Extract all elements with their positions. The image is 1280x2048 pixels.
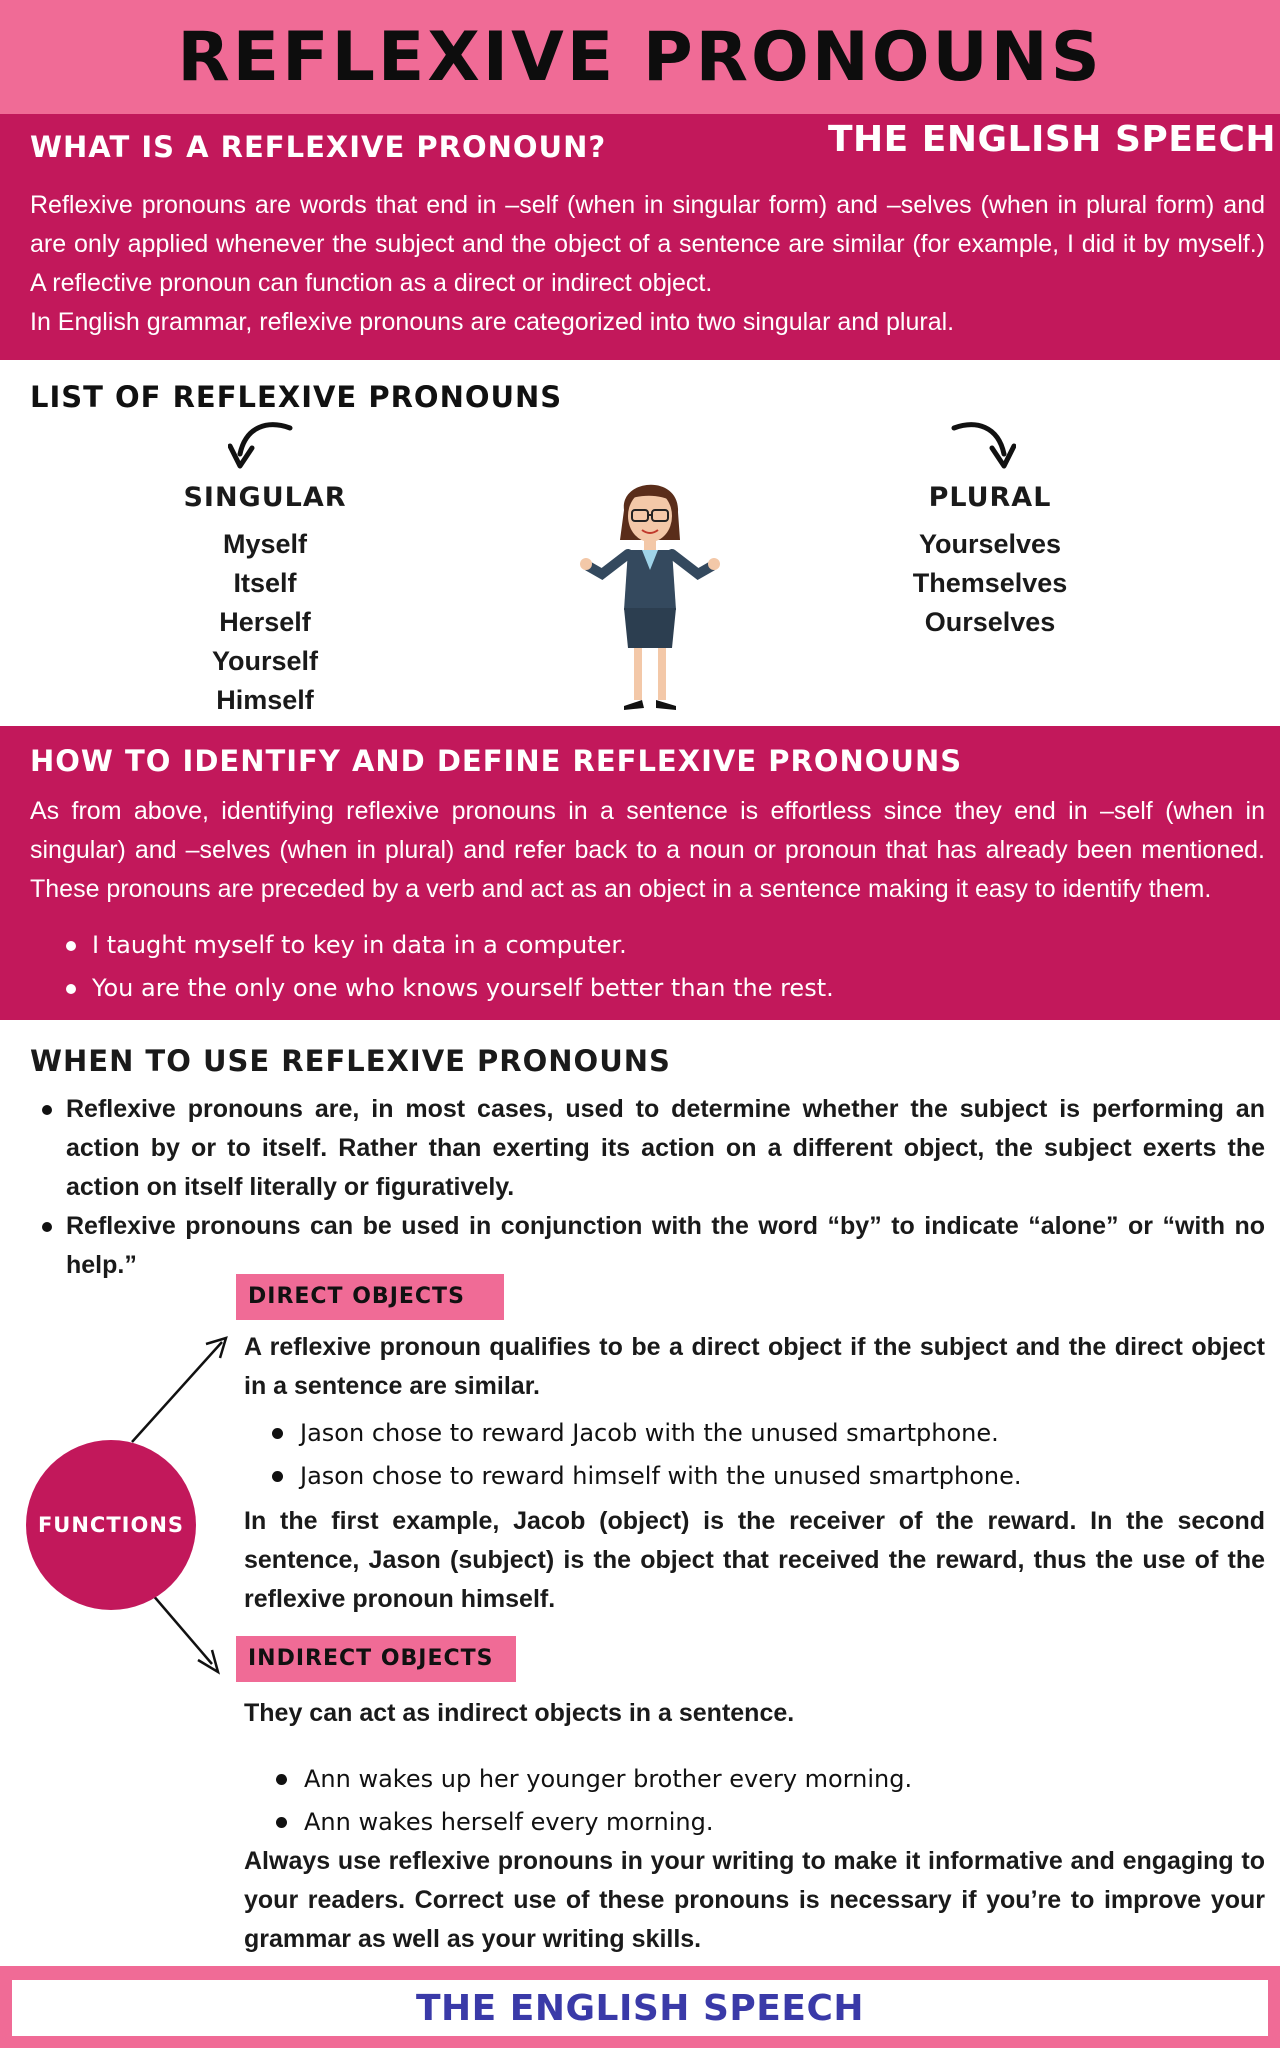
plural-title: PLURAL <box>928 482 1052 513</box>
singular-title: SINGULAR <box>183 482 347 513</box>
list-item: Ourselves <box>924 607 1056 637</box>
functions-circle: FUNCTIONS <box>26 1440 196 1610</box>
direct-objects-explanation: In the first example, Jacob (object) is the receiver of the reward. In the second sentence, Jason (subject) is the object that received the reward, thus the use of the reflexive pronoun himself. <box>244 1507 1265 1613</box>
identify-examples <box>66 924 834 1010</box>
what-is-para-2: In English grammar, reflexive pronouns are categorized into two singular and plural. <box>30 308 955 336</box>
direct-objects-tag: DIRECT OBJECTS <box>236 1274 504 1320</box>
what-is-text <box>30 186 1265 342</box>
list-item: Yourself <box>211 646 319 676</box>
list-heading: LIST OF REFLEXIVE PRONOUNS <box>30 380 563 414</box>
direct-objects-text: A reflexive pronoun qualifies to be a direct object if the subject and the direct object in a sentence are similar. <box>244 1333 1265 1400</box>
what-is-para-1: Reflexive pronouns are words that end in –self (when in singular form) and –selves (when in plural form) and are only applied whenever the subject and the object of a sentence are similar (for example, I did it by myself.) A reflective pronoun can function as a direct or indirect object. <box>30 191 1265 297</box>
indirect-examples <box>274 1758 912 1844</box>
identify-section <box>0 726 1280 1020</box>
list-item: Themselves <box>912 568 1068 598</box>
what-is-section <box>0 114 1280 360</box>
list-item: Reflexive pronouns are, in most cases, used to determine whether the subject is performing an action by or to itself. Rather than exerting its action on a different object, the subject exerts the action on itself literally or figuratively. <box>40 1090 1265 1207</box>
list-item: Yourselves <box>918 529 1062 559</box>
list-item: Ann wakes herself every morning. <box>274 1801 912 1844</box>
footer-box <box>12 1980 1268 2036</box>
list-item: Ann wakes up her younger brother every morning. <box>274 1758 912 1801</box>
indirect-objects-text: They can act as indirect objects in a sentence. <box>244 1699 795 1727</box>
indirect-objects-tag: INDIRECT OBJECTS <box>236 1636 516 1682</box>
list-item: Jason chose to reward himself with the unused smartphone. <box>270 1455 1021 1498</box>
singular-column <box>170 482 360 720</box>
list-item: You are the only one who knows yourself better than the rest. <box>66 967 834 1010</box>
list-item: Reflexive pronouns can be used in conjunction with the word “by” to indicate “alone” or “with no help.” <box>40 1207 1265 1285</box>
footer-brand: THE ENGLISH SPEECH <box>415 1987 865 2029</box>
when-heading: WHEN TO USE REFLEXIVE PRONOUNS <box>30 1044 671 1078</box>
identify-text: As from above, identifying reflexive pronouns in a sentence is effortless since they end in –self (when in singular) and –selves (when in plural) and refer back to a noun or pronoun that has already been mentioned. These pronouns are preceded by a verb and act as an object in a sentence making it easy to identify them. <box>30 797 1265 903</box>
list-item: Jason chose to reward Jacob with the unused smartphone. <box>270 1412 1021 1455</box>
plural-column <box>890 482 1090 642</box>
list-item: Herself <box>219 607 311 637</box>
brand-label: THE ENGLISH SPEECH <box>827 119 1276 160</box>
what-is-heading: WHAT IS A REFLEXIVE PRONOUN? <box>30 130 607 164</box>
identify-heading: HOW TO IDENTIFY AND DEFINE REFLEXIVE PRONOUNS <box>30 744 963 778</box>
footer-banner <box>0 1966 1280 2048</box>
list-item: Himself <box>216 685 314 715</box>
list-section <box>0 360 1280 726</box>
list-item: Myself <box>222 529 308 559</box>
title-banner <box>0 0 1280 114</box>
page-title: REFLEXIVE PRONOUNS <box>177 17 1103 97</box>
function-connector-arrows <box>0 1020 260 1720</box>
list-item: Itself <box>233 568 297 598</box>
teacher-illustration <box>580 470 720 720</box>
closing-text: Always use reflexive pronouns in your writing to make it informative and engaging to your readers. Correct use of these pronouns is necessary if you’re to improve your grammar as well as your writing skills. <box>244 1847 1265 1953</box>
when-to-use-section <box>0 1020 1280 1966</box>
direct-examples <box>270 1412 1021 1498</box>
list-item: I taught myself to key in data in a computer. <box>66 924 834 967</box>
curved-arrow-right-icon <box>946 420 1016 480</box>
curved-arrow-left-icon <box>228 420 298 480</box>
